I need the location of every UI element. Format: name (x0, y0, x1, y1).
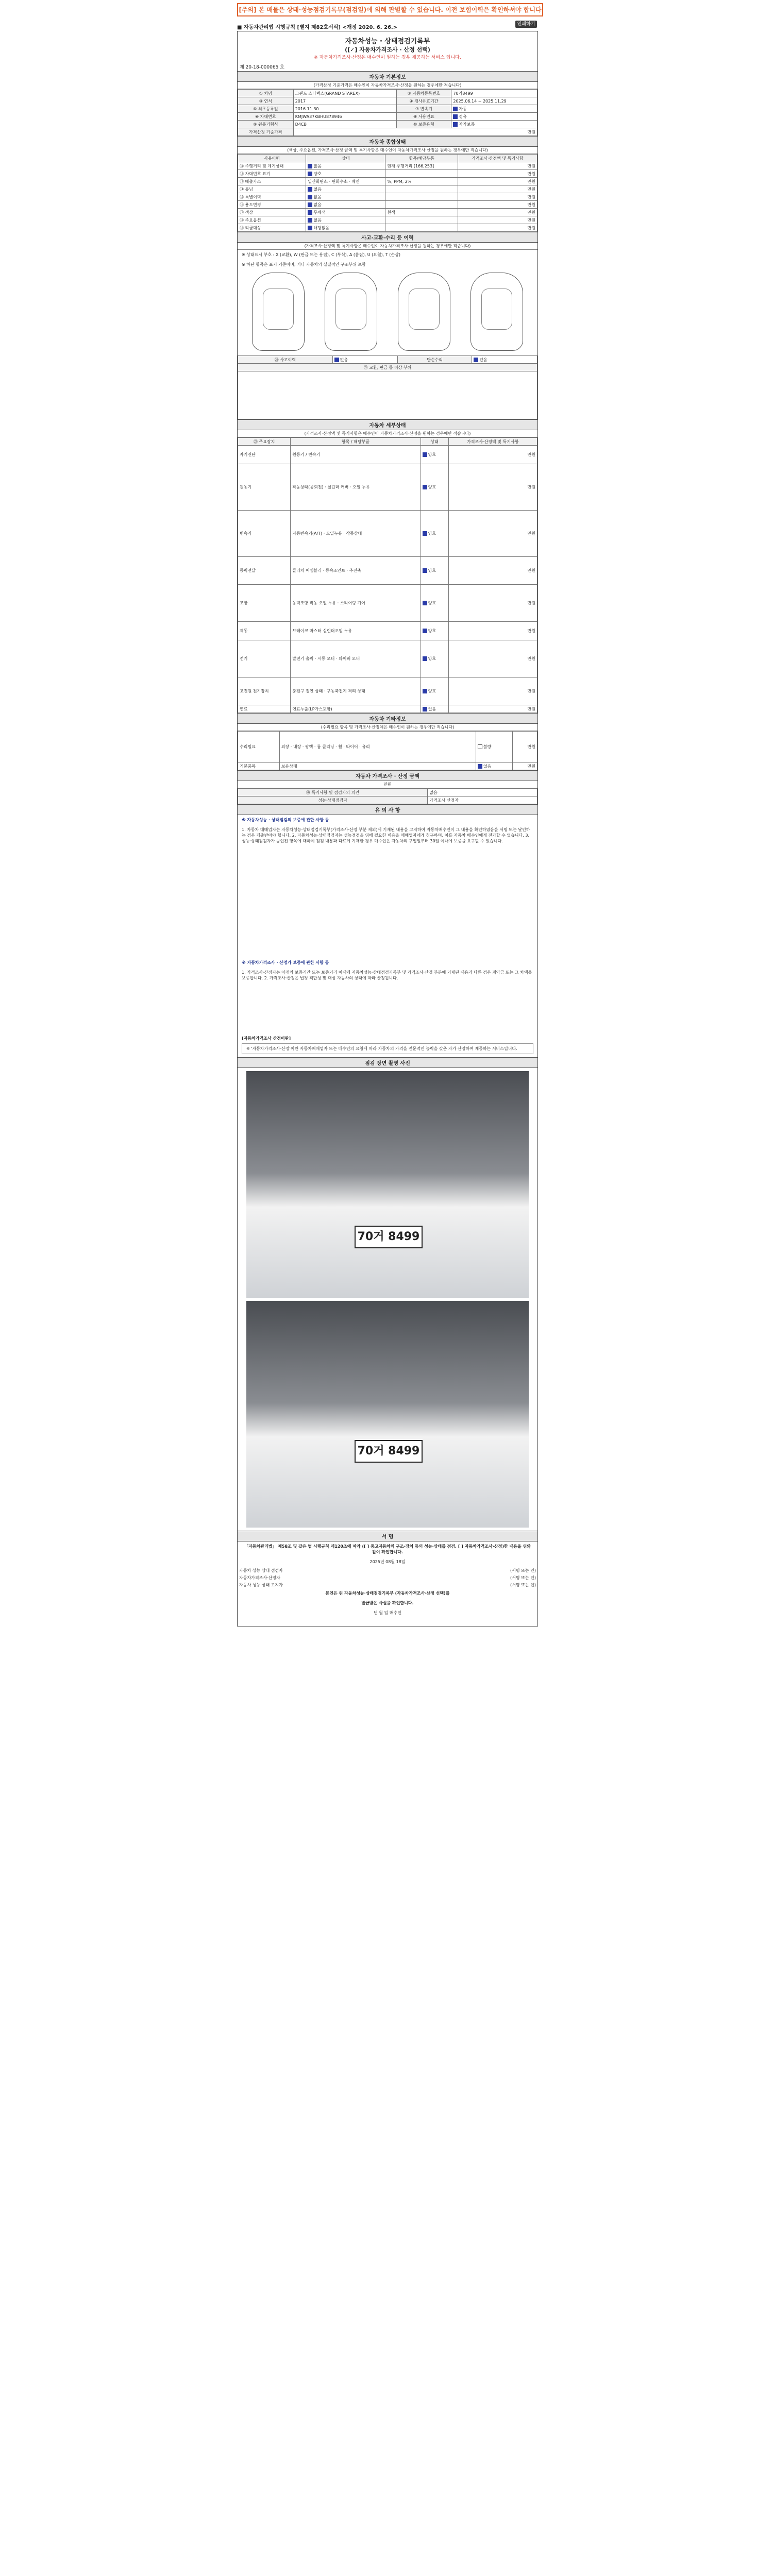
price-value: 만원 (238, 781, 537, 788)
cell: 무채색 (313, 210, 326, 215)
warning-banner: [주의] 본 매물은 상태·성능점검기록부(점검일)에 의해 판별할 수 있습니다. 이전 보험이력은 확인하셔야 합니다 (237, 3, 543, 16)
cell: 양호 (428, 531, 436, 536)
label: ⑨ 원동기형식 (238, 121, 294, 128)
table-row (238, 732, 537, 762)
label: ① 차명 (238, 90, 294, 97)
label: 가격산정 기준가격 (238, 128, 294, 136)
label: ⑦ 변속기 (396, 105, 451, 113)
table-row (238, 224, 537, 232)
basis-heading: [자동차가격조사 산정이란] (242, 1036, 291, 1041)
table-row (238, 170, 537, 178)
cell: 외장 · 내장 · 광택 · 룸 클리닝 · 휠 · 타이어 · 유리 (279, 732, 476, 762)
cell: 만원 (448, 446, 537, 464)
signature-table (238, 1567, 537, 1588)
table-row (238, 622, 537, 640)
cell: 양호 (313, 171, 322, 176)
notice-section-1-text: 1. 자동차 매매업자는 자동차성능·상태점검기록부(가격조사·산정 부분 제외)에 기재된 내용을 고지하여 자동차매수인이 그 내용을 확인하였음을 서명 또는 날인하는 경우 제출받아야 합니다. 2. 자동차성능·상태점검자는 성능점검을 위해 필요한 비용을 매매업자에게 청구하며, 이를 자동차 매수인에게 전가할 수 없습니다. 3. 성능·상태점검자가 공인된 항목에 대하여 점검 내용과 다르게 기재한 경우 매수인은 자동차의 구입일부터 30일 이내에 보증을 요구할 수 있습니다. (242, 827, 530, 843)
special-table (238, 731, 537, 770)
signer-label: 자동차 성능·상태 점검자 (239, 1568, 283, 1573)
overall-note: (색상, 주요옵션, 가격조사·산정 금액 및 특기사항은 매수인이 자동차가격조사·산정을 원하는 경우에만 적습니다) (238, 147, 537, 154)
table-row (238, 585, 537, 622)
table-row (238, 464, 537, 511)
checkbox-icon (308, 210, 312, 215)
simple-repair: 있음 (479, 357, 488, 362)
label: ⑳ 특기사항 및 점검자의 의견 (238, 789, 428, 796)
table-row (238, 705, 537, 713)
cell (385, 201, 458, 209)
cell: 만원 (458, 201, 537, 209)
buyer-date: 년 월 일 매수인 (374, 1611, 401, 1615)
cell: 기본품목 (238, 762, 280, 770)
cell: 동력조향 작동 오일 누유 · 스티어링 기어 (291, 585, 421, 622)
cell: 없음 (313, 187, 322, 192)
print-button[interactable]: 인쇄하기 (515, 21, 537, 28)
signer-label: 자동차 성능·상태 고지자 (239, 1582, 283, 1587)
transmission: 자동 (459, 106, 467, 111)
table-row (238, 640, 537, 677)
cell: 동력전달 (238, 557, 291, 585)
checkbox-icon (308, 202, 312, 207)
checkbox-icon (423, 689, 427, 693)
car-outline-icon (325, 273, 377, 351)
model-year: 2017 (293, 97, 396, 105)
checkbox-icon (423, 568, 427, 573)
table-row (238, 209, 537, 216)
car-name: 그랜드 스타렉스(GRAND STAREX) (293, 90, 396, 97)
checkbox-icon (334, 358, 339, 362)
col-header: 상태 (421, 438, 448, 446)
signature-slot: (서명 또는 인) (510, 1582, 536, 1587)
cell: 만원 (458, 224, 537, 232)
col-header: 항목 / 해당부품 (291, 438, 421, 446)
reg-number: 70거8499 (451, 90, 537, 97)
cell: 조향 (238, 585, 291, 622)
cell: 만원 (448, 677, 537, 705)
checkbox-icon (474, 358, 478, 362)
form-title: 자동차성능 · 상태점검기록부 (345, 38, 430, 45)
cell: 만원 (458, 178, 537, 185)
checkbox-icon (423, 452, 427, 457)
cell: 양호 (428, 656, 436, 661)
label: ⑤ 최초등록일 (238, 105, 294, 113)
notice-section-1: ※ 자동차성능 · 상태점검의 보증에 관한 사항 등 (242, 818, 329, 822)
form-subtitle: ([✓] 자동차가격조사 · 산정 선택) (345, 46, 430, 53)
cell (385, 170, 458, 178)
vehicle-front-photo (246, 1071, 529, 1298)
license-plate: 70거 8499 (355, 1226, 423, 1248)
signature-slot: (서명 또는 인) (510, 1568, 536, 1573)
col-header: ㉒ 주요장치 (238, 438, 291, 446)
detail-table (238, 437, 537, 713)
cell: 원동기 (238, 464, 291, 511)
checkbox-icon (423, 707, 427, 711)
cell (385, 224, 458, 232)
checkbox-icon (308, 226, 312, 230)
cell: 고전원 전기장치 (238, 677, 291, 705)
table-row (238, 185, 537, 193)
car-diagrams (238, 269, 537, 355)
cell: 가격조사·산정자 (428, 796, 537, 804)
cell: ⑯ 용도변경 (238, 201, 306, 209)
car-outline-icon (252, 273, 305, 351)
cell: ⑫ 차대번호 표기 (238, 170, 306, 178)
cell: 만원 (448, 622, 537, 640)
cell: ⑭ 튜닝 (238, 185, 306, 193)
accident-heading: 사고·교환·수리 등 이력 (238, 232, 537, 243)
signature-date: 2025년 08월 18일 (369, 1560, 406, 1564)
label: ③ 연식 (238, 97, 294, 105)
cell: 양호 (428, 568, 436, 573)
accident-note: (가격조사·산정액 및 특기사항은 매수인이 자동차가격조사·산정을 원하는 경우에만 적습니다) (238, 243, 537, 250)
cell: 만원 (448, 464, 537, 511)
cell: 만원 (513, 732, 537, 762)
notice-heading: 유 의 사 항 (238, 804, 537, 815)
col-header: 가격조사·산정액 및 특기사항 (458, 155, 537, 162)
label: 성능·상태점검자 (238, 796, 428, 804)
cell: %, PPM, 2% (385, 178, 458, 185)
cell: 없음 (428, 706, 436, 711)
accident-table (238, 355, 537, 419)
notice-section-2: ※ 자동차가격조사 · 산정가 보증에 관한 사항 등 (242, 960, 329, 965)
base-price: 만원 (293, 128, 537, 136)
cell: 양호 (428, 629, 436, 633)
cell: 제동 (238, 622, 291, 640)
basic-info-table (238, 89, 537, 136)
label: ㉑ 교환, 판금 등 이상 부위 (238, 364, 537, 371)
label: ⑳ 사고이력 (238, 356, 333, 364)
cell: 현재 주행거리 [166,253] (385, 162, 458, 170)
checkbox-icon (453, 122, 458, 127)
cell: ⑬ 배출가스 (238, 178, 306, 185)
cell: 양호 (428, 452, 436, 457)
cell: ⑮ 특별이력 (238, 193, 306, 201)
table-row (238, 446, 537, 464)
cell: 흰색 (385, 209, 458, 216)
inspection-period: 2025.06.14 ~ 2025.11.29 (451, 97, 537, 105)
checkbox-icon (308, 218, 312, 223)
table-row (238, 511, 537, 557)
checkbox-icon (308, 164, 312, 168)
cell: 없음 (483, 764, 492, 769)
cell: 만원 (458, 193, 537, 201)
cell: 만원 (448, 511, 537, 557)
notice-section-2-text: 1. 가격조사·산정자는 아래의 보증기간 또는 보증거리 이내에 자동차성능·상태점검기록부 및 가격조사·산정 부분에 기재된 내용과 다른 경우 계약금 또는 그 차액을 보증합니다. 2. 가격조사·산정은 법정 적합성 및 대상 자동차의 상태에 따라 산정됩니다. (242, 970, 532, 980)
overall-table (238, 154, 537, 232)
overall-heading: 자동차 종합상태 (238, 136, 537, 147)
cell: 많음 (313, 163, 322, 168)
checkbox-icon (308, 195, 312, 199)
buyer-confirm-2: 발급받은 사실을 확인합니다. (361, 1601, 414, 1605)
checkbox-icon (308, 172, 312, 176)
detail-note: (가격조사·산정액 및 특기사항은 매수인이 자동차가격조사·산정을 원하는 경우에만 적습니다) (238, 430, 537, 437)
table-row (238, 557, 537, 585)
opinion-table (238, 788, 537, 804)
form-subnote: ※ 자동차가격조사·산정은 매수인이 원하는 경우 제공하는 서비스 입니다. (314, 55, 461, 60)
checkbox-icon (423, 629, 427, 633)
cell: 브레이크 마스터 실린더오일 누유 (291, 622, 421, 640)
cell: ⑰ 색상 (238, 209, 306, 216)
accident-legend: ※ 상태표시 부호 : X (교환), W (판금 또는 용접), C (부식), A (흠집), U (요철), T (손상) (242, 252, 401, 257)
cell: ⑪ 주행거리 및 계기상태 (238, 162, 306, 170)
checkbox-icon (478, 764, 482, 769)
cell: 만원 (448, 585, 537, 622)
cell: 일산화탄소 · 탄화수소 · 매연 (306, 178, 385, 185)
cell: 연료 (238, 705, 291, 713)
checkbox-icon (423, 485, 427, 489)
signature-statement: 「자동차관리법」 제58조 및 같은 법 시행규칙 제120조에 따라 ([ ] 중고자동차의 구조·장치 등의 성능·상태를 점검, [ ] 자동차가격조사·산정)한 내용을 위와 같이 확인합니다. (244, 1544, 531, 1554)
table-row (238, 178, 537, 185)
cell: ⑱ 주요옵션 (238, 216, 306, 224)
col-header: 항목/해당부품 (385, 155, 458, 162)
cell: 전기 (238, 640, 291, 677)
checkbox-icon (453, 107, 458, 111)
label: ④ 검사유효기간 (396, 97, 451, 105)
buyer-confirm-1: 본인은 위 자동차성능·상태점검기록부 (자동차가격조사·산정 선택)를 (325, 1591, 450, 1596)
special-note: (수리필요 항목 및 가격조사·산정액은 매수인이 원하는 경우에만 적습니다) (238, 724, 537, 731)
checkbox-icon (478, 744, 482, 749)
cell (385, 185, 458, 193)
signer-label: 자동차가격조사·산정자 (239, 1575, 280, 1580)
label: ⑩ 보증유형 (396, 121, 451, 128)
label: ② 자동차등록번호 (396, 90, 451, 97)
cell: 없음 (313, 194, 322, 199)
checkbox-icon (423, 656, 427, 661)
inspection-form (237, 31, 538, 1626)
cell: 불량 (483, 744, 492, 749)
cell (385, 193, 458, 201)
cell: 원동기 / 변속기 (291, 446, 421, 464)
cell: 만원 (458, 209, 537, 216)
cell: 보유상태 (279, 762, 476, 770)
label: ⑧ 사용연료 (396, 113, 451, 121)
label: 단순수리 (398, 356, 472, 364)
cell: 자기진단 (238, 446, 291, 464)
vin: KMJWA37KBHU878946 (293, 113, 396, 121)
cell: 양호 (428, 485, 436, 489)
cell: 작동상태(공회전) · 실린더 커버 · 오일 누유 (291, 464, 421, 511)
col-header: 가격조사·산정액 및 특기사항 (448, 438, 537, 446)
first-registration: 2016.11.30 (293, 105, 396, 113)
cell: 클러치 어셈블리 · 등속조인트 · 추진축 (291, 557, 421, 585)
car-outline-icon (470, 273, 523, 351)
cell: 해당없음 (313, 225, 330, 230)
table-row (238, 677, 537, 705)
cell: 자동변속기(A/T) · 오일누유 · 작동상태 (291, 511, 421, 557)
cell: 만원 (448, 705, 537, 713)
license-plate: 70거 8499 (355, 1440, 423, 1463)
checkbox-icon (423, 531, 427, 536)
cell: 없음 (428, 789, 537, 796)
photo-heading: 점검 장면 촬영 사진 (238, 1057, 537, 1068)
document-number: 제 20-18-000065 호 (240, 65, 284, 70)
cell: 없음 (313, 202, 322, 207)
cell: 수리필요 (238, 732, 280, 762)
table-row (238, 762, 537, 770)
table-row (238, 201, 537, 209)
cell: 만원 (458, 185, 537, 193)
engine-type: D4CB (293, 121, 396, 128)
price-heading: 자동차 가격조사 · 산정 금액 (238, 770, 537, 781)
cell: 충전구 절연 상태 · 구동축전지 격리 상태 (291, 677, 421, 705)
car-outline-icon (398, 273, 450, 351)
special-heading: 자동차 기타정보 (238, 713, 537, 724)
label: ⑥ 차대번호 (238, 113, 294, 121)
col-header: 상태 (306, 155, 385, 162)
cell: 양호 (428, 601, 436, 605)
cell: 없음 (313, 217, 322, 223)
cell: 만원 (448, 557, 537, 585)
cell: ⑲ 리콜대상 (238, 224, 306, 232)
cell: 변속기 (238, 511, 291, 557)
table-row (238, 193, 537, 201)
fuel: 경유 (459, 114, 467, 119)
warranty: 자가보증 (459, 122, 475, 127)
cell: 만원 (513, 762, 537, 770)
col-header: 사용이력 (238, 155, 306, 162)
signature-slot: (서명 또는 인) (510, 1575, 536, 1580)
form-note: ■ 자동차관리법 시행규칙 [별지 제82호서식] <개정 2020. 6. 26.> (237, 25, 398, 30)
checkbox-icon (453, 114, 458, 119)
cell: 만원 (458, 162, 537, 170)
cell (385, 216, 458, 224)
signature-heading: 서 명 (238, 1531, 537, 1541)
cell: 양호 (428, 689, 436, 693)
cell: 만원 (458, 216, 537, 224)
parts-area (238, 371, 537, 419)
cell: 발전기 출력 · 시동 모터 · 와이퍼 모터 (291, 640, 421, 677)
detail-heading: 자동차 세부상태 (238, 419, 537, 430)
cell: 연료누출(LP가스포함) (291, 705, 421, 713)
checkbox-icon (423, 601, 427, 605)
vehicle-rear-photo (246, 1301, 529, 1528)
checkbox-icon (308, 187, 312, 192)
accident-history: 없음 (340, 357, 348, 362)
cell: 만원 (458, 170, 537, 178)
table-row (238, 162, 537, 170)
basic-info-heading: 자동차 기본정보 (238, 71, 537, 82)
table-row (238, 216, 537, 224)
basis-text: ※ '자동차가격조사·산정'이란 자동차매매업자 또는 매수인의 요청에 따라 자동차의 가격을 전문적인 능력을 갖춘 자가 산정하여 제공하는 서비스입니다. (242, 1043, 533, 1054)
cell: 만원 (448, 640, 537, 677)
basic-info-note: (가격산정 기준가격은 매수인이 자동차가격조사·산정을 원하는 경우에만 적습니다) (238, 82, 537, 89)
accident-legend-2: ※ 하단 항목은 표기 기준이며, 기타 자동차의 실질적인 구조부위 포함 (242, 262, 366, 267)
